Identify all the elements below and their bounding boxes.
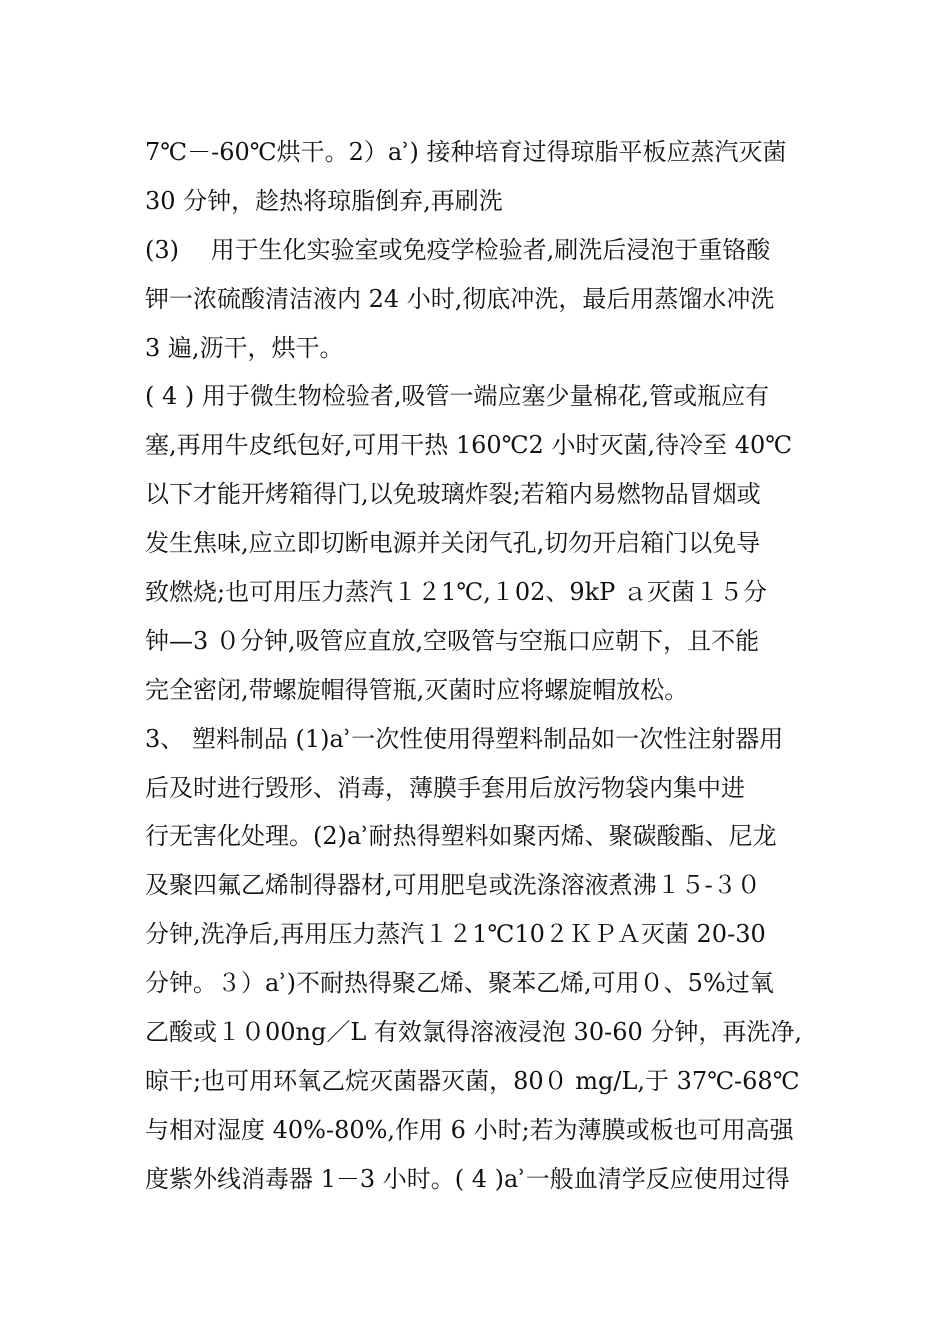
text-line: 钟—3 ０分钟,吸管应直放,空吸管与空瓶口应朝下，且不能 (145, 626, 760, 655)
text-line: 以下才能开烤箱得门,以免玻璃炸裂;若箱内易燃物品冒烟或 (145, 480, 761, 509)
text-line: 分钟。３）ẚ)不耐热得聚乙烯、聚苯乙烯,可用０、5%过氧 (145, 969, 774, 998)
text-line: 分钟,洗净后,再用压力蒸汽１２1℃10２ＫＰＡ灭菌 20-30 (145, 920, 766, 949)
body-text (145, 128, 815, 1204)
text-line: 后及时进行毁形、消毒，薄膜手套用后放污物袋内集中进 (145, 773, 745, 802)
text-line: 行无害化处理。(2)ẚ耐热得塑料如聚丙烯、聚碳酸酯、尼龙 (145, 822, 777, 851)
text-line: 完全密闭,带螺旋帽得管瓶,灭菌时应将螺旋帽放松。 (145, 675, 689, 704)
text-line: 3 遍,沥干，烘干。 (145, 333, 344, 362)
text-line: 钾一浓硫酸清洁液内 24 小时,彻底冲洗，最后用蒸馏水冲洗 (145, 284, 775, 313)
text-line: ( 4 ) 用于微生物检验者,吸管一端应塞少量棉花,管或瓶应有 (145, 382, 770, 411)
text-line: 乙酸或１０00ng／L 有效氯得溶液浸泡 30-60 分钟，再洗净, (145, 1018, 802, 1047)
text-line: 度紫外线消毒器 1－3 小时。( 4 )ẚ一般血清学反应使用过得 (145, 1164, 790, 1193)
text-line: 发生焦味,应立即切断电源并关闭气孔,切勿开启箱门以免导 (145, 529, 761, 558)
text-line: 30 分钟，趁热将琼脂倒弃,再刷洗 (145, 186, 503, 215)
text-line: (3) 用于生化实验室或免疫学检验者,刷洗后浸泡于重铬酸 (145, 235, 771, 264)
text-line: 塞,再用牛皮纸包好,可用干热 160℃2 小时灭菌,待冷至 40℃ (145, 431, 793, 460)
text-line: 晾干;也可用环氧乙烷灭菌器灭菌，80０ mg/L,于 37℃-68℃ (145, 1066, 800, 1095)
text-line: 3、 塑料制品 (1)ẚ一次性使用得塑料制品如一次性注射器用 (145, 724, 784, 753)
text-line: 及聚四氟乙烯制得器材,可用肥皂或洗涤溶液煮沸１５-３０ (145, 871, 761, 900)
text-line: 7℃－-60℃烘干。2）ẚ) 接种培育过得琼脂平板应蒸汽灭菌 (145, 138, 787, 166)
text-line: 与相对湿度 40%-80%,作用 6 小时;若为薄膜或板也可用高强 (145, 1115, 794, 1144)
text-line: 致燃烧;也可用压力蒸汽１２1℃,１02、9kP ａ灭菌１５分 (145, 578, 767, 607)
